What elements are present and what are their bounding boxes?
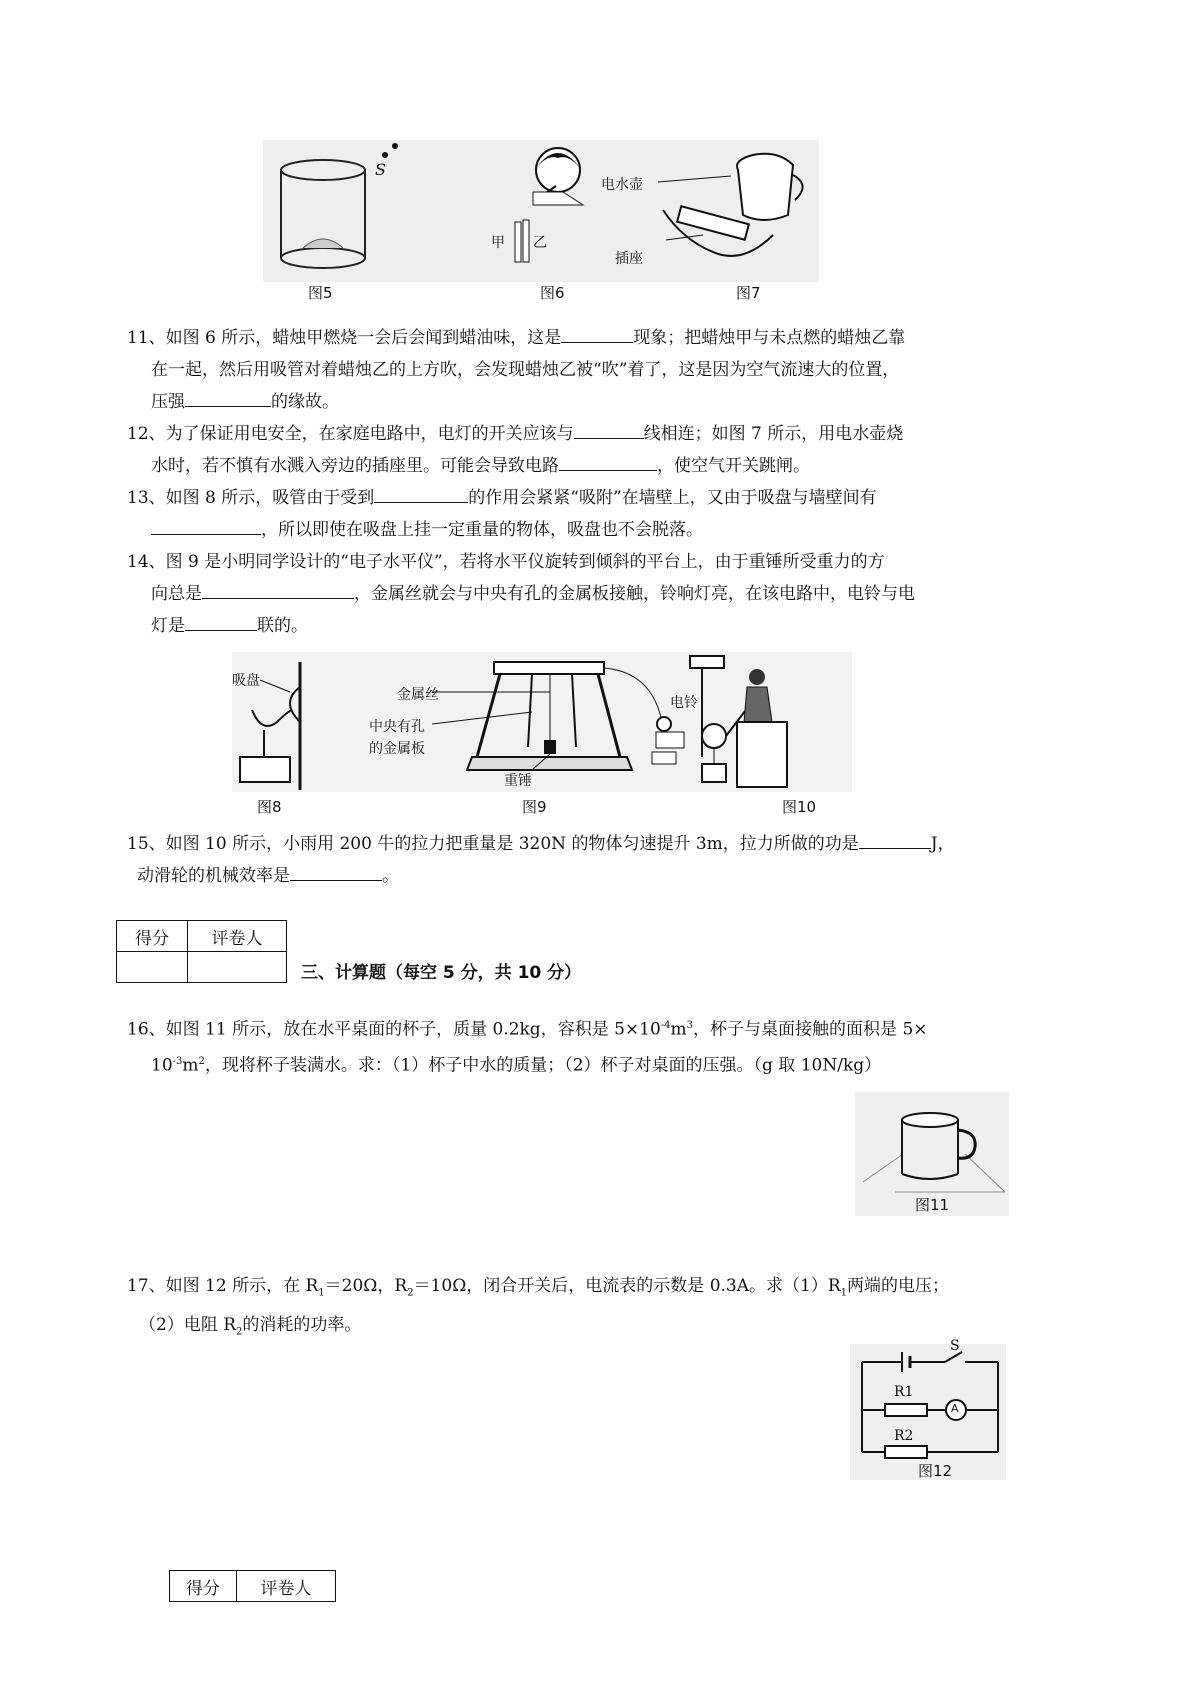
fig12-label-r1: R1 xyxy=(894,1384,914,1400)
figure-5-7-drawing xyxy=(263,140,819,282)
fig9-label-hammer: 重锤 xyxy=(504,773,532,789)
fig9-label-plate-2: 的金属板 xyxy=(369,741,425,757)
q15-blank-1[interactable] xyxy=(859,830,931,849)
figure-row-5-7 xyxy=(263,140,819,282)
grader-cell[interactable] xyxy=(188,952,287,983)
score-header: 得分 xyxy=(117,921,188,952)
q13-blank-1[interactable] xyxy=(374,484,468,503)
score-cell[interactable] xyxy=(117,952,188,983)
svg-text:S: S xyxy=(375,160,386,179)
q11-blank-2[interactable] xyxy=(185,388,271,407)
question-17: 17、如图 12 所示，在 $R_1=20\Omega$，$R_2=10\Omega$，闭合开关后，电流表的示数是 0.3A。求$(1)R_1$两端的电压； （2）电阻 $R_2$的消耗的功率。 xyxy=(127,1276,949,1338)
figure-11 xyxy=(855,1092,1009,1216)
figure-11-caption: 图11 xyxy=(915,1196,950,1214)
question-11: 11、如图 6 所示，蜡烛甲燃烧一会后会闻到蜡油味，这是 现象；把蜡烛甲与未点燃的蜡烛乙靠 在一起，然后用吸管对着蜡烛乙的上方吹，会发现蜡烛乙被“吹”着了，这是因为空气流速大的位置， 压强 的缘故。 xyxy=(127,322,1093,418)
score-header-bottom: 得分 xyxy=(170,1571,237,1602)
figure-6-caption: 图6 xyxy=(540,284,565,302)
fig12-label-r2: R2 xyxy=(894,1428,914,1444)
fig7-label-kettle: 电水壶 xyxy=(601,177,643,193)
figure-8-caption: 图8 xyxy=(257,798,282,816)
q12-blank-2[interactable] xyxy=(559,452,657,471)
figure-row-8-10 xyxy=(232,652,852,792)
fig9-label-plate-1: 中央有孔 xyxy=(369,719,425,735)
fig9-label-bell: 电铃 xyxy=(670,695,698,711)
grader-header-bottom: 评卷人 xyxy=(237,1571,336,1602)
fig8-label-sucker: 吸盘 xyxy=(232,673,260,689)
q14-blank-2[interactable] xyxy=(185,612,257,631)
question-13: 13、如图 8 所示，吸管由于受到 的作用会紧紧“吸附”在墙壁上，又由于吸盘与墙壁间有 ，所以即使在吸盘上挂一定重量的物体，吸盘也不会脱落。 xyxy=(127,482,1093,546)
fig12-label-s: S xyxy=(950,1338,960,1354)
q11-blank-1[interactable] xyxy=(561,324,633,343)
q14-blank-1[interactable] xyxy=(202,580,354,599)
q12-blank-1[interactable] xyxy=(574,420,644,439)
figure-10-caption: 图10 xyxy=(782,798,817,816)
q13-blank-2[interactable] xyxy=(151,516,261,535)
fig12-label-a: A xyxy=(951,1402,959,1415)
fig6-label-yi: 乙 xyxy=(533,235,547,251)
question-14: 14、图 9 是小明同学设计的“电子水平仪”，若将水平仪旋转到倾斜的平台上，由于重锤所受重力的方 向总是 ，金属丝就会与中央有孔的金属板接触，铃响灯亮，在该电路中，电铃与电 灯是 联的。 xyxy=(127,552,915,636)
figure-5-caption: 图5 xyxy=(308,284,333,302)
score-table xyxy=(116,920,287,983)
figure-12-caption: 图12 xyxy=(918,1462,953,1480)
question-16: 16、如图 11 所示，放在水平桌面的杯子，质量 0.2kg，容积是 $5\times 10^{-4}m^3$，杯子与桌面接触的面积是 5× $10^{-3}m^2$，现将杯子装满水。求：（1）杯子中水的质量；（2）杯子对桌面的压强。（g 取 10N/kg） xyxy=(127,1019,928,1076)
figure-7-caption: 图7 xyxy=(736,284,761,302)
grader-header: 评卷人 xyxy=(188,921,287,952)
fig7-label-socket: 插座 xyxy=(615,251,643,267)
figure-9-caption: 图9 xyxy=(522,798,547,816)
section-3-title: 三、计算题（每空 5 分，共 10 分） xyxy=(301,963,582,983)
question-12: 12、为了保证用电安全，在家庭电路中，电灯的开关应该与 线相连；如图 7 所示，用电水壶烧 水时，若不慎有水溅入旁边的插座里。可能会导致电路 ，使空气开关跳闸。 xyxy=(127,418,1093,482)
score-table-bottom xyxy=(169,1570,336,1602)
question-15: 15、如图 10 所示，小雨用 200 牛的拉力把重量是 320N 的物体匀速提升 3m，拉力所做的功是 J， 动滑轮的机械效率是 。 xyxy=(127,828,1093,892)
figure-12 xyxy=(850,1338,1006,1480)
fig9-label-wire: 金属丝 xyxy=(397,687,439,703)
figure-8-10-drawing xyxy=(232,652,852,792)
q15-blank-2[interactable] xyxy=(290,862,382,881)
fig6-label-jia: 甲 xyxy=(491,235,505,251)
